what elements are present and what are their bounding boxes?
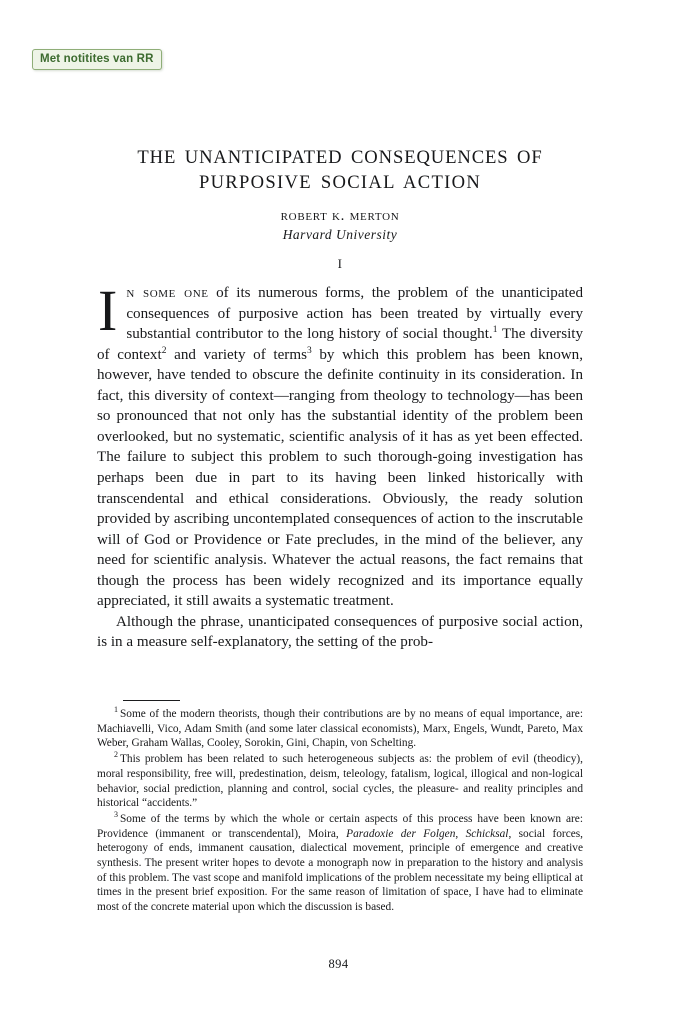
footnote-ref-3[interactable]: 3 (306, 345, 312, 356)
footnote-3-italic-term-1: Paradoxie der Folgen (346, 827, 456, 840)
section-number: I (337, 256, 343, 272)
footnote-1 (97, 707, 583, 751)
footnote-2-marker: 2 (114, 750, 118, 760)
footnotes-block (97, 700, 583, 916)
footnote-1-text: Some of the modern theorists, though their contributions are by no means of equal importance, are: Machiavelli, Vico, Adam Smith (and some later classical economists), Marx, Engels, Wundt, Pareto, Max Weber, Graham Wallas, Cooley, Sorokin, Gini, Chapin, von Schelting. (97, 708, 583, 750)
article-column (97, 146, 583, 653)
body-paragraph-1 (97, 278, 583, 612)
footnote-3-text-a: Some of the terms by which the whole or certain aspects of this process have been known are: Providence (immanent or transcendental), Moira, (97, 812, 583, 840)
footnote-separator-rule (123, 700, 180, 701)
footnote-ref-1[interactable]: 1 (492, 325, 498, 336)
page-title (97, 146, 583, 195)
footnote-3-marker: 3 (114, 810, 118, 820)
title-line-2: PURPOSIVE SOCIAL ACTION (198, 171, 482, 193)
author-name: robert k. merton (280, 208, 400, 225)
title-line-1: THE UNANTICIPATED CONSEQUENCES OF (137, 147, 543, 168)
author-affiliation: Harvard University (282, 227, 398, 243)
footnote-3-text-b: , (455, 827, 466, 840)
drop-cap: I (98, 278, 118, 344)
annotation-badge[interactable]: Met notitites van RR (32, 49, 162, 70)
article-body (97, 278, 583, 653)
footnote-3-text-c: , social forces, heterogony of ends, immanent causation, dialectical movement, principle of emergence and creative synthesis. The present writer hopes to devote a monograph now in preparation to the history and analysis of this problem. The vast scope and manifold implications of the problem necessitate my being elliptical at times in the present brief exposition. For the same reason of limitation of space, I have had to eliminate most of the concrete material upon which the discussion is based. (97, 827, 584, 914)
footnote-2-text: This problem has been related to such heterogeneous subjects as: the problem of evil (theodicy), moral responsibility, free will, predestination, deism, teleology, fatalism, logical, illogical and non-logical behavior, social prediction, planning and control, social cycles, the pleasure- and reality principles and historical “accidents.” (97, 753, 583, 810)
paragraph-1-text-a: of its numerous forms, the problem of the unanticipated consequences of purposive action has been treated by virtually every substantial contributor to the long history of social thought. (126, 285, 583, 343)
footnote-ref-2[interactable]: 2 (161, 345, 167, 356)
paragraph-1-text-b: The diversity of context (97, 326, 583, 363)
footnote-3-italic-term-2: Schicksal (465, 827, 509, 840)
opening-small-caps: n some one (126, 285, 209, 302)
body-paragraph-2: Although the phrase, unanticipated consequences of purposive social action, is in a measure self-explanatory, the setting of the prob- (97, 613, 583, 651)
paragraph-1-text-c: and variety of terms (166, 346, 307, 363)
paragraph-1-text-d: by which this problem has been known, however, have tended to obscure the definite continuity in its consideration. In fact, this diversity of context—ranging from theology to technology—has been so pronounced that not only has the substantial identity of the problem been overlooked, but no systematic, scientific analysis of it has as yet been effected. The failure to subject this problem to such thorough-going investigation has perhaps been due in part to its having been linked historically with transcendental and ethical considerations. Obviously, the ready solution provided by ascribing uncontemplated consequences of action to the inscrutable will of God or Providence or Fate precludes, in the mind of the believer, any need for scientific analysis. Whatever the actual reasons, the fact remains that though the process has been widely recognized and its importance equally appreciated, it still awaits a systematic treatment. (97, 346, 583, 610)
footnote-2 (97, 752, 583, 811)
page-folio: 894 (328, 957, 349, 971)
footnote-3 (97, 812, 583, 915)
footnote-1-marker: 1 (114, 705, 118, 715)
